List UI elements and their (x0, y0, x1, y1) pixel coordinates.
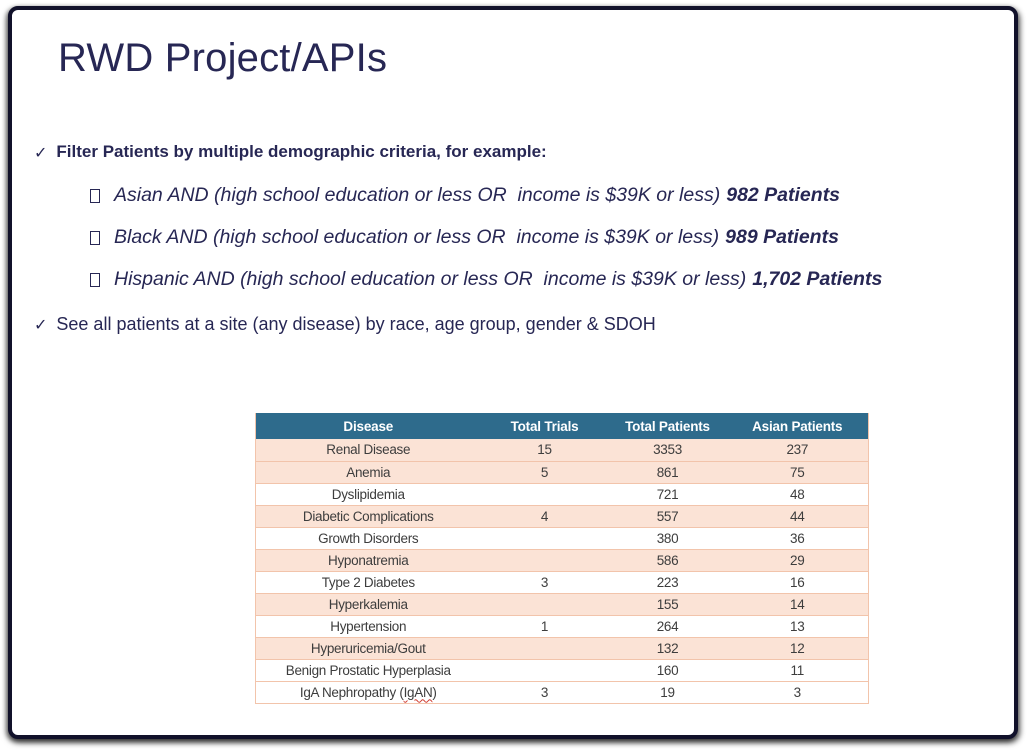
cell-asian-patients: 12 (727, 637, 869, 659)
checkbox-outline-icon (90, 231, 100, 245)
cell-disease: Diabetic Complications (256, 505, 481, 527)
cell-asian-patients: 14 (727, 593, 869, 615)
cell-disease: IgA Nephropathy (IgAN) (256, 681, 481, 703)
cell-total-trials (481, 637, 609, 659)
cell-total-patients: 155 (609, 593, 727, 615)
bullet-label: See all patients at a site (any disease) by race, age group, gender & SDOH (56, 314, 656, 334)
sub-bullet-asian (88, 184, 840, 207)
cell-asian-patients: 3 (727, 681, 869, 703)
page-title: RWD Project/APIs (58, 36, 388, 80)
bullet-see-all-patients (34, 314, 656, 338)
sub-bullet-text: Hispanic AND (high school education or less OR income is $39K or less) (114, 268, 747, 290)
table-row (256, 615, 869, 637)
checkbox-outline-icon (90, 273, 100, 287)
cell-disease: Growth Disorders (256, 527, 481, 549)
sub-bullet-hispanic (88, 268, 882, 291)
sub-bullet-text: Asian AND (high school education or less OR income is $39K or less) (114, 184, 721, 206)
cell-total-patients: 223 (609, 571, 727, 593)
table-row (256, 549, 869, 571)
patient-count: 1,702 Patients (752, 268, 883, 290)
cell-disease: Type 2 Diabetes (256, 571, 481, 593)
cell-disease: Hyperuricemia/Gout (256, 637, 481, 659)
cell-disease: Renal Disease (256, 439, 481, 461)
patient-count: 989 Patients (725, 226, 839, 248)
cell-asian-patients: 13 (727, 615, 869, 637)
cell-asian-patients: 237 (727, 439, 869, 461)
spellcheck-underline: IgAN (403, 684, 433, 700)
checkbox-outline-icon (90, 189, 100, 203)
cell-total-trials: 5 (481, 461, 609, 483)
cell-total-trials (481, 527, 609, 549)
column-header-disease: Disease (256, 413, 481, 439)
table-row (256, 593, 869, 615)
cell-asian-patients: 11 (727, 659, 869, 681)
column-header-asian-patients: Asian Patients (727, 413, 869, 439)
cell-total-trials (481, 483, 609, 505)
cell-total-trials: 1 (481, 615, 609, 637)
cell-total-patients: 380 (609, 527, 727, 549)
cell-total-patients: 3353 (609, 439, 727, 461)
column-header-total-trials: Total Trials (481, 413, 609, 439)
bullet-filter-patients (34, 142, 547, 165)
bullet-label: Filter Patients by multiple demographic criteria, for example: (56, 142, 547, 161)
cell-asian-patients: 75 (727, 461, 869, 483)
cell-disease: Dyslipidemia (256, 483, 481, 505)
cell-disease: Hyperkalemia (256, 593, 481, 615)
cell-disease: Hyponatremia (256, 549, 481, 571)
slide (8, 6, 1018, 739)
checkmark-icon: ✓ (34, 145, 48, 162)
table-row (256, 483, 869, 505)
checkmark-icon: ✓ (34, 317, 48, 334)
cell-asian-patients: 48 (727, 483, 869, 505)
cell-asian-patients: 16 (727, 571, 869, 593)
table-row (256, 571, 869, 593)
cell-total-patients: 721 (609, 483, 727, 505)
patient-count: 982 Patients (726, 184, 841, 206)
cell-total-trials: 15 (481, 439, 609, 461)
table-row (256, 681, 869, 703)
cell-total-trials (481, 549, 609, 571)
table-header-row (256, 413, 869, 439)
table-row (256, 637, 869, 659)
cell-disease: Anemia (256, 461, 481, 483)
cell-total-trials: 3 (481, 571, 609, 593)
cell-total-patients: 160 (609, 659, 727, 681)
table-row (256, 439, 869, 461)
cell-asian-patients: 36 (727, 527, 869, 549)
cell-total-trials: 3 (481, 681, 609, 703)
cell-asian-patients: 44 (727, 505, 869, 527)
table-row (256, 505, 869, 527)
cell-disease: Hypertension (256, 615, 481, 637)
cell-asian-patients: 29 (727, 549, 869, 571)
cell-disease: Benign Prostatic Hyperplasia (256, 659, 481, 681)
cell-total-patients: 19 (609, 681, 727, 703)
table-row (256, 659, 869, 681)
table-row (256, 461, 869, 483)
cell-total-trials: 4 (481, 505, 609, 527)
cell-total-trials (481, 659, 609, 681)
cell-total-patients: 586 (609, 549, 727, 571)
column-header-total-patients: Total Patients (609, 413, 727, 439)
cell-total-patients: 132 (609, 637, 727, 659)
cell-total-patients: 557 (609, 505, 727, 527)
cell-total-patients: 861 (609, 461, 727, 483)
table-row (256, 527, 869, 549)
cell-total-trials (481, 593, 609, 615)
sub-bullet-text: Black AND (high school education or less OR income is $39K or less) (114, 226, 720, 248)
cell-total-patients: 264 (609, 615, 727, 637)
sub-bullet-black (88, 226, 839, 249)
disease-table (255, 413, 868, 704)
